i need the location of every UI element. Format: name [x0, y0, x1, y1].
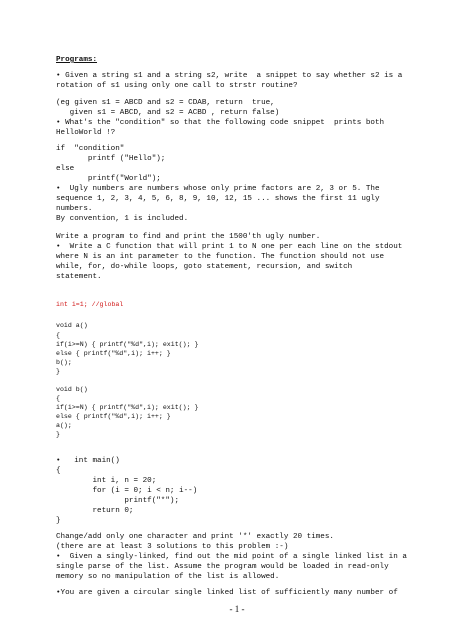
page-number: - 1 -: [229, 604, 245, 614]
code-line: if(i>=N) { printf("%d",i); exit(); }: [56, 404, 199, 411]
code-line: {: [56, 332, 60, 339]
text-line: By convention, 1 is included.: [56, 215, 189, 223]
code-line: {: [56, 467, 61, 475]
text-line: given s1 = ABCD, and s2 = ACBD , return false): [56, 109, 280, 117]
text-line: where N is an int parameter to the function. The function should not use: [56, 253, 385, 261]
code-line: }: [56, 517, 61, 525]
code-line: if(i>=N) { printf("%d",i); exit(); }: [56, 341, 199, 348]
text-line: printf ("Hello");: [56, 155, 166, 163]
text-line: • Given a string s1 and a string s2, write a snippet to say whether s2 is a: [56, 72, 403, 80]
text-line: • Ugly numbers are numbers whose only prime factors are 2, 3 or 5. The: [56, 185, 380, 193]
code-line: }: [56, 431, 60, 438]
text-line: Write a program to find and print the 1500'th ugly number.: [56, 233, 321, 241]
code-global-declaration: int i=1; //global: [56, 301, 124, 308]
text-line: statement.: [56, 273, 102, 281]
text-line: Change/add only one character and print '*' exactly 20 times.: [56, 533, 334, 541]
code-line: {: [56, 395, 60, 402]
code-line: a();: [56, 422, 72, 429]
code-line: • int main(): [56, 457, 120, 465]
code-line: for (i = 0; i < n; i--): [56, 487, 198, 495]
text-line: (there are at least 3 solutions to this problem :-): [56, 543, 289, 551]
code-line: return 0;: [56, 507, 134, 515]
text-line: •You are given a circular single linked list of sufficiently many number of: [56, 589, 398, 597]
code-line: void b(): [56, 386, 88, 393]
text-line: (eg given s1 = ABCD and s2 = CDAB, return true,: [56, 99, 275, 107]
text-line: memory so no manipulation of the list is allowed.: [56, 573, 280, 581]
code-line: int i, n = 20;: [56, 477, 157, 485]
text-line: while, for, do-while loops, goto statement, recursion, and switch: [56, 263, 353, 271]
text-line: single parse of the list. Assume the program would be loaded in read-only: [56, 563, 389, 571]
text-line: • Write a C function that will print 1 to N one per each line on the stdout: [56, 243, 403, 251]
text-line: else: [56, 165, 75, 173]
text-line: • What's the "condition" so that the following code snippet prints both: [56, 119, 385, 127]
code-line: printf("*");: [56, 497, 180, 505]
code-line: b();: [56, 359, 72, 366]
code-line: else { printf("%d",i); i++; }: [56, 413, 171, 420]
text-line: rotation of s1 using only one call to strstr routine?: [56, 82, 298, 90]
text-line: printf("World");: [56, 175, 161, 183]
text-line: sequence 1, 2, 3, 4, 5, 6, 8, 9, 10, 12, 15 ... shows the first 11 ugly: [56, 195, 380, 203]
code-line: else { printf("%d",i); i++; }: [56, 350, 171, 357]
text-line: numbers.: [56, 205, 93, 213]
text-line: HelloWorld !?: [56, 129, 116, 137]
section-heading: Programs:: [56, 56, 98, 64]
code-line: }: [56, 368, 60, 375]
text-line: • Given a singly-linked, find out the mid point of a single linked list in a: [56, 553, 407, 561]
code-line: void a(): [56, 322, 88, 329]
text-line: if "condition": [56, 145, 125, 153]
